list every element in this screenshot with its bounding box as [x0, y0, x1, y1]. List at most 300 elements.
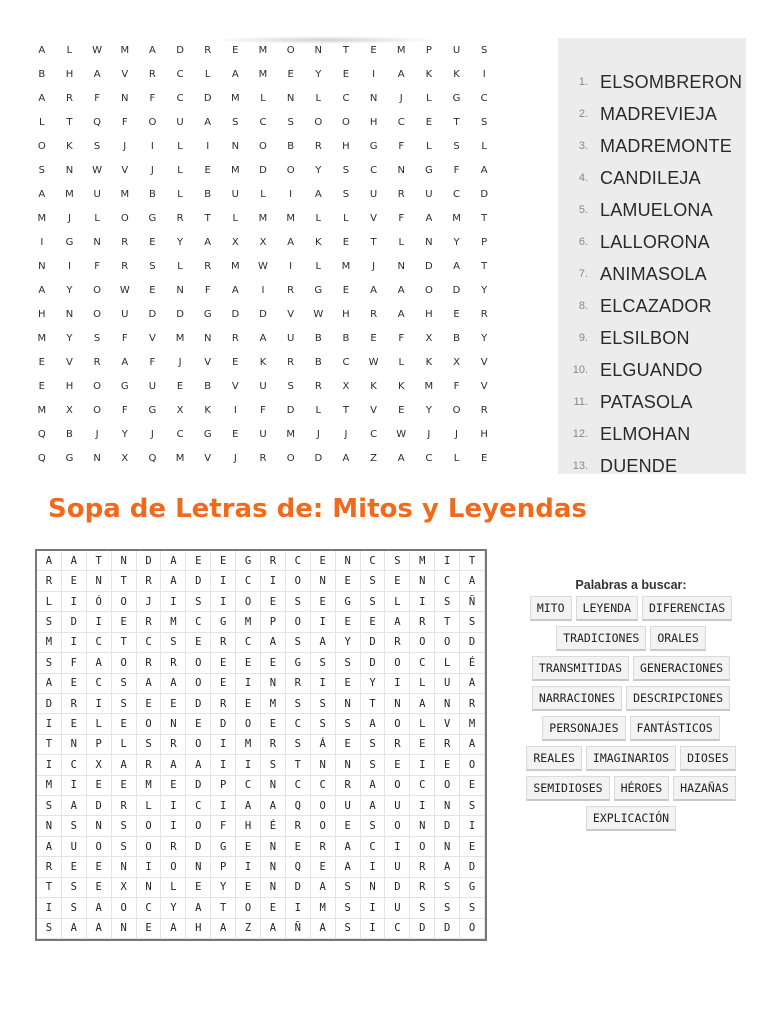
grid-cell: O	[460, 919, 485, 939]
grid-cell: C	[62, 755, 87, 775]
word-text: PATASOLA	[600, 391, 693, 412]
grid-cell: J	[455, 428, 458, 440]
grid-cell: N	[121, 92, 129, 104]
grid-cell: L	[315, 92, 322, 104]
grid-cell: J	[316, 428, 320, 440]
grid-cell: O	[93, 380, 102, 392]
grid-cell: N	[112, 551, 137, 571]
grid-cell: E	[342, 236, 350, 248]
grid-cell: S	[342, 188, 350, 200]
grid-cell: O	[385, 776, 410, 796]
grid-cell: G	[211, 837, 236, 857]
grid-cell: N	[37, 816, 62, 836]
grid-cell: M	[396, 44, 406, 56]
word-chip: HÉROES	[614, 776, 670, 801]
grid-cell: C	[137, 633, 162, 653]
word-number: 7.	[578, 268, 588, 280]
word-bank-row	[506, 716, 756, 741]
word-number: 1.	[578, 76, 588, 88]
grid-cell: E	[481, 452, 488, 464]
grid-cell: A	[231, 284, 239, 296]
grid-cell: U	[62, 837, 87, 857]
grid-cell: C	[236, 571, 261, 591]
grid-cell: I	[67, 260, 71, 272]
grid-cell: E	[149, 236, 156, 248]
grid-cell: E	[236, 878, 261, 898]
grid-cell: L	[481, 140, 487, 152]
grid-cell: S	[311, 694, 336, 714]
grid-cell: R	[385, 735, 410, 755]
grid-cell: R	[112, 796, 137, 816]
grid-cell: C	[361, 551, 386, 571]
grid-cell: S	[261, 755, 286, 775]
grid-cell: M	[452, 212, 461, 224]
grid-cell: F	[453, 164, 460, 176]
grid-cell: L	[385, 592, 410, 612]
grid-cell: S	[336, 878, 361, 898]
grid-cell: N	[435, 796, 460, 816]
grid-cell: S	[480, 116, 488, 128]
grid-cell: D	[361, 653, 386, 673]
grid-cell: I	[289, 188, 293, 200]
grid-cell: E	[186, 878, 211, 898]
grid-cell: I	[385, 674, 410, 694]
grid-cell: S	[137, 735, 162, 755]
grid-cell: O	[161, 857, 186, 877]
grid-cell: A	[314, 188, 322, 200]
grid-cell: N	[410, 816, 435, 836]
grid-cell: L	[453, 452, 460, 464]
grid-cell: J	[137, 592, 162, 612]
word-list-item	[558, 194, 746, 226]
grid-cell: S	[62, 898, 87, 918]
grid-cell: T	[87, 551, 112, 571]
grid-cell: R	[137, 755, 162, 775]
grid-cell: N	[65, 164, 74, 176]
grid-cell: B	[148, 188, 156, 200]
grid-cell: E	[232, 356, 239, 368]
grid-cell: M	[120, 188, 130, 200]
grid-cell: N	[65, 308, 74, 320]
grid-cell: N	[261, 674, 286, 694]
grid-cell: E	[38, 356, 45, 368]
word-list-item	[558, 290, 746, 322]
grid-cell: A	[87, 919, 112, 939]
grid-cell: G	[236, 551, 261, 571]
grid-cell: O	[410, 837, 435, 857]
grid-cell: I	[410, 592, 435, 612]
grid-cell: P	[87, 735, 112, 755]
grid-cell: S	[361, 592, 386, 612]
grid-cell: L	[94, 212, 100, 224]
grid-cell: L	[426, 92, 432, 104]
word-bank-row	[506, 656, 756, 681]
grid-cell: A	[161, 571, 186, 591]
grid-cell: H	[369, 116, 378, 128]
grid-cell: A	[435, 857, 460, 877]
grid-cell: X	[87, 755, 112, 775]
grid-cell: I	[261, 571, 286, 591]
grid-cell: R	[161, 837, 186, 857]
word-list-item	[558, 354, 746, 386]
grid-cell: L	[66, 44, 73, 56]
grid-cell: A	[460, 674, 485, 694]
grid-cell: A	[38, 44, 46, 56]
grid-cell: S	[361, 755, 386, 775]
grid-cell: T	[342, 404, 349, 416]
word-text: DUENDE	[600, 455, 678, 474]
grid-cell: G	[148, 404, 157, 416]
grid-cell: V	[66, 356, 73, 368]
grid-cell: E	[38, 380, 45, 392]
grid-cell: V	[121, 68, 129, 80]
grid-cell: D	[460, 633, 485, 653]
grid-cell: W	[92, 44, 103, 56]
grid-cell: N	[38, 260, 46, 272]
grid-cell: A	[397, 308, 405, 320]
word-chip: ORALES	[650, 626, 706, 651]
grid-cell: S	[112, 816, 137, 836]
grid-cell: R	[211, 633, 236, 653]
grid-cell: I	[482, 68, 486, 80]
grid-cell: I	[150, 140, 154, 152]
grid-cell: J	[427, 428, 431, 440]
grid-cell: E	[342, 284, 350, 296]
grid-cell: S	[286, 633, 311, 653]
grid-cell: Y	[211, 878, 236, 898]
grid-cell: L	[177, 260, 183, 272]
grid-cell: U	[286, 332, 295, 344]
grid-cell: I	[311, 674, 336, 694]
grid-cell: C	[385, 919, 410, 939]
grid-cell: R	[397, 188, 405, 200]
grid-cell: A	[311, 919, 336, 939]
grid-cell: L	[161, 878, 186, 898]
grid-cell: L	[137, 796, 162, 816]
grid-cell: F	[121, 332, 128, 344]
grid-cell: I	[460, 816, 485, 836]
grid-cell: S	[232, 116, 239, 128]
grid-cell: G	[314, 284, 323, 296]
grid-cell: S	[286, 592, 311, 612]
word-chip: GENERACIONES	[633, 656, 730, 681]
grid-cell: O	[112, 653, 137, 673]
grid-cell: I	[372, 68, 376, 80]
grid-cell: R	[314, 140, 322, 152]
grid-cell: R	[93, 356, 101, 368]
grid-cell: A	[186, 755, 211, 775]
grid-cell: N	[369, 92, 378, 104]
grid-cell: V	[121, 164, 129, 176]
grid-cell: K	[66, 140, 73, 152]
grid-cell: D	[460, 857, 485, 877]
grid-cell: M	[261, 694, 286, 714]
grid-cell: T	[453, 116, 460, 128]
grid-cell: L	[112, 735, 137, 755]
grid-cell: D	[176, 308, 184, 320]
word-bank-title: Palabras a buscar:	[575, 578, 687, 592]
grid-cell: S	[38, 164, 45, 176]
grid-cell: A	[137, 674, 162, 694]
word-text: ELSILBON	[600, 327, 690, 348]
grid-cell: Z	[236, 919, 261, 939]
grid-cell: U	[385, 857, 410, 877]
grid-cell: E	[261, 592, 286, 612]
grid-cell: A	[236, 796, 261, 816]
grid-cell: C	[311, 776, 336, 796]
word-chip: FANTÁSTICOS	[630, 716, 720, 741]
grid-cell: D	[148, 308, 157, 320]
grid-cell: M	[37, 212, 47, 224]
grid-cell: R	[385, 633, 410, 653]
grid-cell: T	[37, 878, 62, 898]
grid-cell: K	[315, 236, 322, 248]
grid-cell: I	[361, 919, 386, 939]
word-number: 8.	[578, 300, 588, 312]
grid-cell: O	[87, 837, 112, 857]
grid-cell: N	[361, 878, 386, 898]
grid-cell: S	[336, 919, 361, 939]
word-text: ANIMASOLA	[600, 263, 707, 284]
grid-cell: O	[286, 612, 311, 632]
grid-cell: B	[38, 68, 46, 80]
grid-cell: L	[177, 164, 183, 176]
grid-cell: J	[67, 212, 71, 224]
grid-cell: P	[481, 236, 488, 248]
grid-cell: Ñ	[286, 919, 311, 939]
grid-cell: O	[186, 735, 211, 755]
grid-cell: J	[399, 92, 403, 104]
grid-cell: I	[137, 857, 162, 877]
word-search-grid-1	[28, 38, 498, 470]
word-list-item	[558, 66, 746, 98]
word-chip: DIFERENCIAS	[642, 596, 732, 621]
grid-cell: A	[425, 212, 433, 224]
grid-cell: N	[231, 140, 240, 152]
grid-cell: E	[62, 571, 87, 591]
grid-cell: R	[121, 236, 129, 248]
grid-cell: L	[232, 212, 239, 224]
grid-cell: Y	[425, 404, 432, 416]
grid-cell: A	[287, 236, 295, 248]
grid-cell: F	[149, 92, 156, 104]
grid-cell: I	[87, 694, 112, 714]
grid-cell: K	[259, 356, 267, 368]
grid-cell: I	[62, 633, 87, 653]
grid-cell: M	[286, 428, 295, 440]
grid-cell: I	[385, 837, 410, 857]
grid-cell: R	[480, 404, 488, 416]
grid-cell: S	[480, 44, 488, 56]
grid-cell: N	[435, 694, 460, 714]
grid-cell: O	[148, 116, 157, 128]
grid-cell: S	[149, 260, 156, 272]
grid-cell: D	[452, 284, 461, 296]
grid-cell: A	[453, 260, 460, 272]
grid-cell: A	[261, 919, 286, 939]
grid-cell: S	[286, 735, 311, 755]
grid-cell: C	[286, 551, 311, 571]
grid-cell: V	[480, 380, 488, 392]
grid-cell: R	[211, 694, 236, 714]
grid-cell: E	[311, 857, 336, 877]
grid-cell: X	[121, 452, 129, 464]
grid-cell: A	[311, 878, 336, 898]
grid-cell: V	[480, 356, 488, 368]
grid-cell: T	[66, 116, 73, 128]
grid-cell: C	[186, 612, 211, 632]
grid-cell: C	[286, 714, 311, 734]
grid-cell: Á	[311, 735, 336, 755]
grid-cell: A	[336, 857, 361, 877]
grid-cell: N	[314, 44, 323, 56]
grid-cell: E	[261, 653, 286, 673]
grid-cell: F	[398, 140, 405, 152]
grid-cell: R	[480, 308, 488, 320]
grid-cell: R	[410, 878, 435, 898]
grid-cell: A	[161, 919, 186, 939]
grid-cell: H	[186, 919, 211, 939]
grid-cell: O	[236, 592, 261, 612]
grid-cell: C	[176, 92, 184, 104]
grid-cell: S	[336, 653, 361, 673]
grid-cell: U	[385, 898, 410, 918]
grid-cell: S	[112, 674, 137, 694]
grid-cell: E	[87, 857, 112, 877]
grid-cell: D	[259, 308, 267, 320]
grid-cell: N	[385, 694, 410, 714]
grid-cell: U	[336, 796, 361, 816]
grid-cell: H	[480, 428, 488, 440]
word-bank-row	[506, 626, 756, 651]
grid-cell: M	[161, 612, 186, 632]
word-chip: EXPLICACIÓN	[586, 806, 676, 831]
grid-cell: C	[370, 164, 378, 176]
grid-cell: I	[286, 898, 311, 918]
grid-cell: A	[37, 674, 62, 694]
grid-cell: D	[361, 633, 386, 653]
grid-cell: I	[211, 755, 236, 775]
grid-cell: S	[287, 116, 294, 128]
grid-cell: F	[94, 92, 100, 104]
grid-cell: S	[385, 551, 410, 571]
grid-cell: A	[38, 284, 46, 296]
grid-cell: G	[336, 592, 361, 612]
grid-cell: J	[150, 428, 154, 440]
grid-cell: E	[186, 551, 211, 571]
grid-cell: O	[385, 714, 410, 734]
grid-cell: N	[435, 837, 460, 857]
grid-cell: S	[286, 694, 311, 714]
grid-cell: C	[87, 674, 112, 694]
grid-cell: O	[259, 140, 267, 152]
grid-cell: Y	[336, 633, 361, 653]
grid-cell: A	[370, 284, 377, 296]
grid-cell: B	[314, 332, 322, 344]
grid-cell: P	[211, 857, 236, 877]
grid-cell: M	[236, 612, 261, 632]
grid-cell: N	[336, 755, 361, 775]
word-list-item	[558, 258, 746, 290]
grid-cell: C	[361, 837, 386, 857]
grid-cell: E	[186, 714, 211, 734]
grid-cell: S	[93, 140, 101, 152]
grid-cell: E	[385, 755, 410, 775]
grid-cell: A	[148, 44, 156, 56]
grid-cell: I	[37, 898, 62, 918]
word-bank-row	[506, 686, 756, 711]
grid-cell: S	[435, 878, 460, 898]
grid-cell: A	[261, 796, 286, 816]
grid-cell: M	[341, 260, 351, 272]
grid-cell: C	[236, 633, 261, 653]
grid-cell: E	[176, 380, 184, 392]
grid-cell: C	[410, 776, 435, 796]
grid-cell: S	[311, 714, 336, 734]
grid-cell: M	[311, 898, 336, 918]
grid-cell: Q	[37, 452, 46, 464]
grid-cell: U	[231, 188, 239, 200]
grid-cell: T	[286, 755, 311, 775]
grid-cell: E	[342, 68, 350, 80]
grid-cell: M	[175, 452, 185, 464]
grid-cell: R	[314, 380, 322, 392]
grid-cell: N	[161, 714, 186, 734]
grid-cell: Ñ	[460, 592, 485, 612]
grid-cell: I	[37, 755, 62, 775]
grid-cell: D	[435, 816, 460, 836]
grid-cell: O	[452, 404, 461, 416]
grid-cell: A	[37, 837, 62, 857]
word-text: LALLORONA	[600, 231, 710, 252]
grid-cell: S	[37, 796, 62, 816]
grid-cell: C	[259, 116, 267, 128]
grid-cell: D	[186, 837, 211, 857]
grid-cell: P	[425, 44, 432, 56]
grid-cell: V	[435, 714, 460, 734]
grid-cell: Y	[481, 332, 488, 344]
grid-cell: G	[65, 236, 74, 248]
grid-cell: A	[87, 653, 112, 673]
grid-cell: Y	[66, 332, 73, 344]
grid-cell: M	[37, 332, 47, 344]
grid-cell: E	[336, 816, 361, 836]
grid-cell: I	[161, 796, 186, 816]
grid-cell: I	[261, 284, 265, 296]
grid-cell: W	[368, 356, 379, 368]
word-text: ELCAZADOR	[600, 295, 712, 316]
grid-cell: I	[410, 755, 435, 775]
grid-cell: L	[410, 714, 435, 734]
grid-cell: E	[161, 776, 186, 796]
grid-cell: C	[87, 633, 112, 653]
grid-cell: E	[232, 44, 239, 56]
grid-cell: O	[435, 633, 460, 653]
grid-cell: E	[453, 308, 460, 320]
grid-cell: F	[260, 404, 266, 416]
grid-cell: R	[370, 308, 378, 320]
grid-cell: R	[311, 837, 336, 857]
grid-cell: A	[410, 694, 435, 714]
grid-cell: É	[261, 816, 286, 836]
word-list-item	[558, 450, 746, 474]
grid-cell: C	[453, 188, 461, 200]
grid-cell: M	[258, 68, 268, 80]
grid-cell: V	[287, 308, 295, 320]
grid-cell: Y	[453, 236, 460, 248]
grid-cell: G	[203, 428, 212, 440]
word-chip: PERSONAJES	[542, 716, 625, 741]
